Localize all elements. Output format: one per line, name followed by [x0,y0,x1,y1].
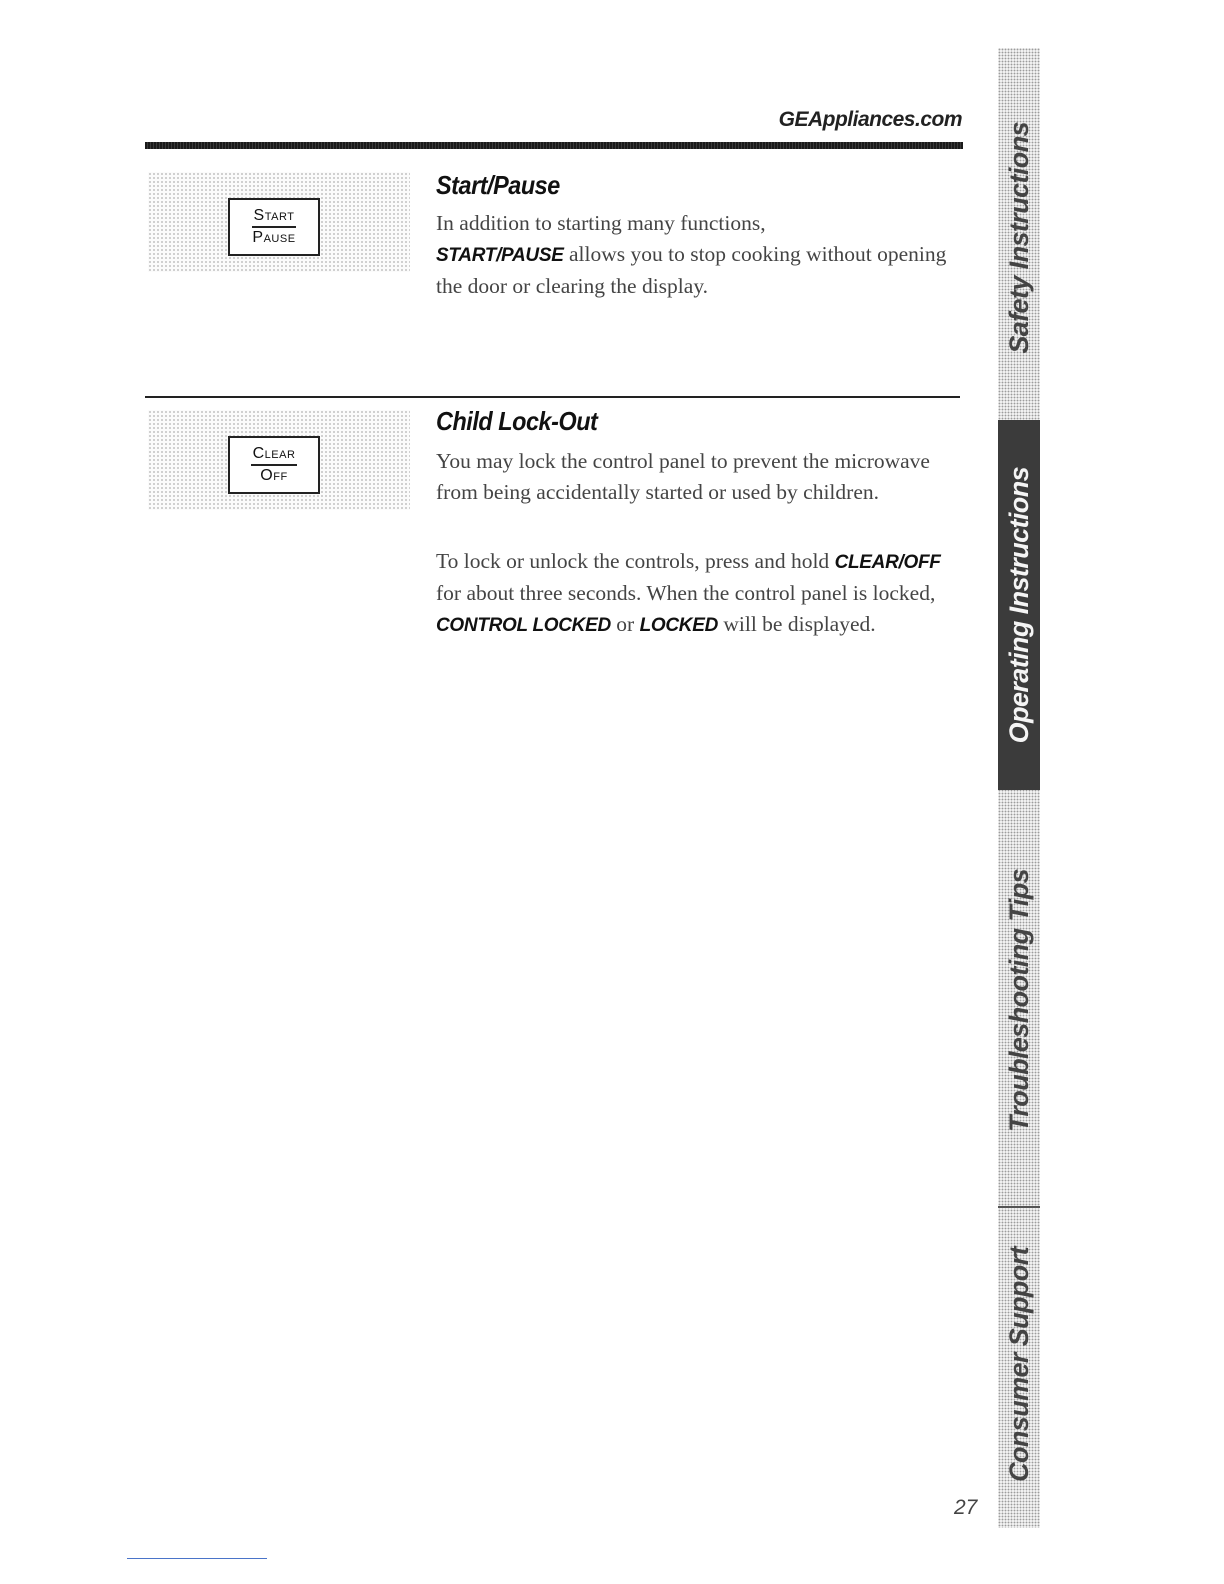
header-rule [145,142,963,149]
control-locked-keyword: CONTROL LOCKED [436,615,611,636]
locked-keyword: LOCKED [639,615,718,636]
tab-operating-instructions[interactable] [998,420,1040,790]
tab-operating-instructions-label: Operating Instructions [1003,466,1034,744]
start-key-label: Start [252,206,297,228]
tab-troubleshooting-tips-label: Troubleshooting Tips [1003,868,1034,1132]
child-lockout-heading: Child Lock-Out [436,406,598,436]
clear-off-key [228,436,320,494]
tab-safety-instructions-label: Safety Instructions [1003,122,1034,354]
clear-off-keyword: CLEAR/OFF [834,552,941,573]
start-pause-paragraph: In addition to starting many functions, START/PAUSE allows you to stop cooking without opening the door or clearing the display. [436,211,947,298]
site-url: GEAppliances.com [778,108,962,131]
section-tabs-sidebar [998,48,1040,1528]
start-pause-key [228,198,320,256]
page-number: 27 [954,1496,978,1519]
tab-consumer-support-label: Consumer Support [1003,1246,1034,1482]
section-divider [145,396,960,398]
start-pause-keyword: START/PAUSE [436,245,564,266]
off-key-label: Off [260,467,288,484]
tab-separator [998,1206,1040,1208]
start-pause-keypad-illustration [148,172,410,272]
tab-safety-instructions[interactable] [998,68,1040,408]
tab-troubleshooting-tips[interactable] [998,800,1040,1200]
start-pause-heading: Start/Pause [436,170,560,200]
child-lockout-paragraph-1: You may lock the control panel to prevent the microwave from being accidentally started or used by children. [436,449,930,504]
tab-consumer-support[interactable] [998,1214,1040,1514]
clear-key-label: Clear [251,444,298,466]
footer-link-underline [127,1558,267,1559]
pause-key-label: Pause [252,229,296,246]
child-lockout-paragraph-2: To lock or unlock the controls, press and hold CLEAR/OFF for about three seconds. When the control panel is locked, CONTROL LOCKED or LOCKED will be displayed. [436,549,941,636]
clear-off-keypad-illustration [148,410,410,510]
